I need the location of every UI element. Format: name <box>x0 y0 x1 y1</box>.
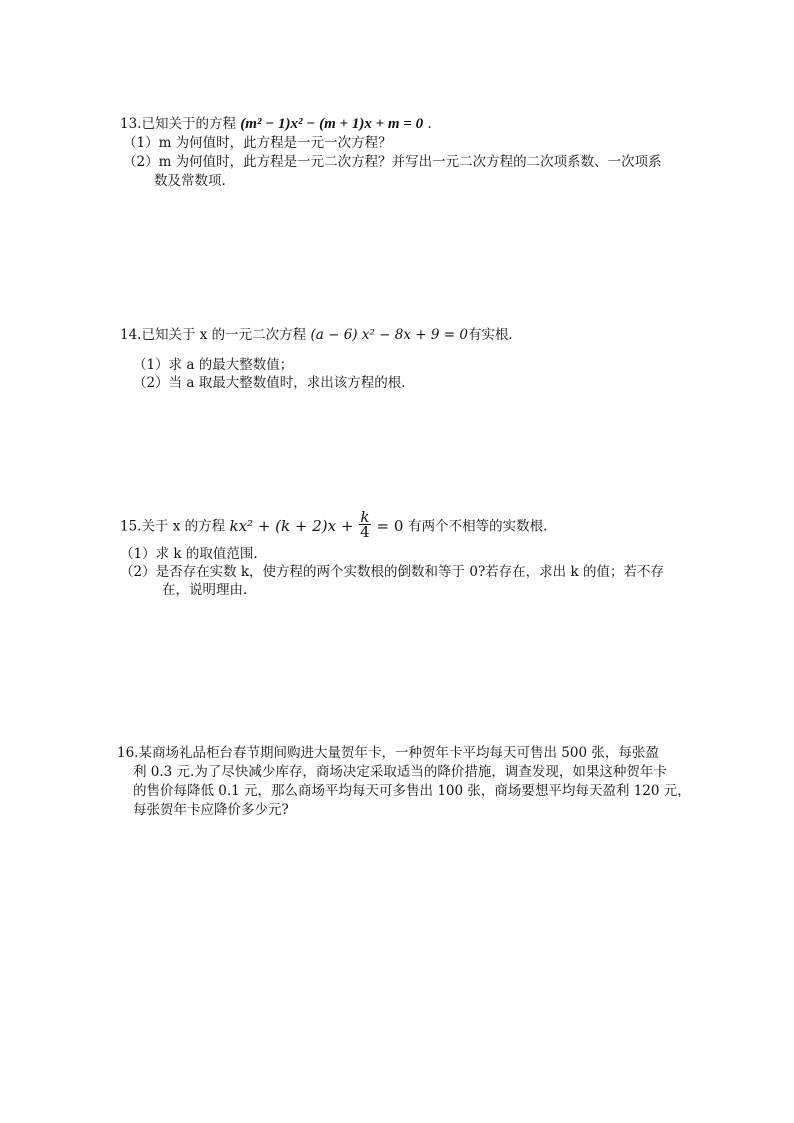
problem-15-part-1: （1）求 k 的取值范围. <box>120 546 258 562</box>
problem-15-part-2-cont: 在，说明理由. <box>162 582 248 598</box>
problem-13-stem <box>120 115 432 133</box>
problem-13-part-2: （2）m 为何值时，此方程是一元二次方程？并写出一元二次方程的二次项系数、一次项系 <box>123 154 662 170</box>
problem-number: 16. <box>117 745 139 761</box>
equation-end: = 0 <box>376 516 404 535</box>
problem-16-line-1 <box>117 744 659 762</box>
equation-main: kx² + (k + 2)x + <box>229 516 354 535</box>
fraction-denominator: 4 <box>360 523 370 541</box>
problem-text: 某商场礼品柜台春节期间购进大量贺年卡，一种贺年卡平均每天可售出 500 张，每张盈 <box>138 745 659 761</box>
equation: (a − 6) x² − 8x + 9 = 0 <box>310 327 468 343</box>
problem-text: 关于 x 的方程 <box>141 518 226 535</box>
fraction <box>359 510 371 539</box>
problem-15-part-2: （2）是否存在实数 k，使方程的两个实数根的倒数和等于 0?若存在，求出 k 的值；若不存 <box>120 564 664 580</box>
problem-14-part-2: （2）当 a 取最大整数值时，求出该方程的根. <box>133 375 406 391</box>
problem-14-part-1: （1）求 a 的最大整数值； <box>133 357 294 373</box>
problem-text-end: . <box>427 116 432 132</box>
problem-14-stem <box>120 326 513 344</box>
problem-text-end: 有两个不相等的实数根. <box>408 518 548 535</box>
problem-number: 15. <box>120 518 142 535</box>
fraction-numerator: k <box>360 508 370 526</box>
problem-text: 已知关于的方程 <box>141 116 236 132</box>
problem-text-end: 有实根. <box>467 327 513 343</box>
equation <box>229 508 408 541</box>
problem-number: 14. <box>120 327 142 343</box>
problem-16-line-4: 每张贺年卡应降价多少元? <box>133 802 289 818</box>
problem-16-line-2: 利 0.3 元.为了尽快减少库存，商场决定采取适当的降价措施，调查发现，如果这种贺年卡 <box>133 764 667 780</box>
problem-15-stem <box>120 508 548 541</box>
problem-13-part-1: （1）m 为何值时，此方程是一元一次方程？ <box>123 135 392 151</box>
problem-number: 13. <box>120 116 142 132</box>
problem-13-part-2-cont: 数及常数项. <box>154 173 226 189</box>
problem-16-line-3: 的售价每降低 0.1 元，那么商场平均每天可多售出 100 张，商场要想平均每天盈利 120 元， <box>133 783 691 799</box>
equation: (m² − 1)x² − (m + 1)x + m = 0 <box>240 116 424 132</box>
problem-text: 已知关于 x 的一元二次方程 <box>141 327 307 343</box>
